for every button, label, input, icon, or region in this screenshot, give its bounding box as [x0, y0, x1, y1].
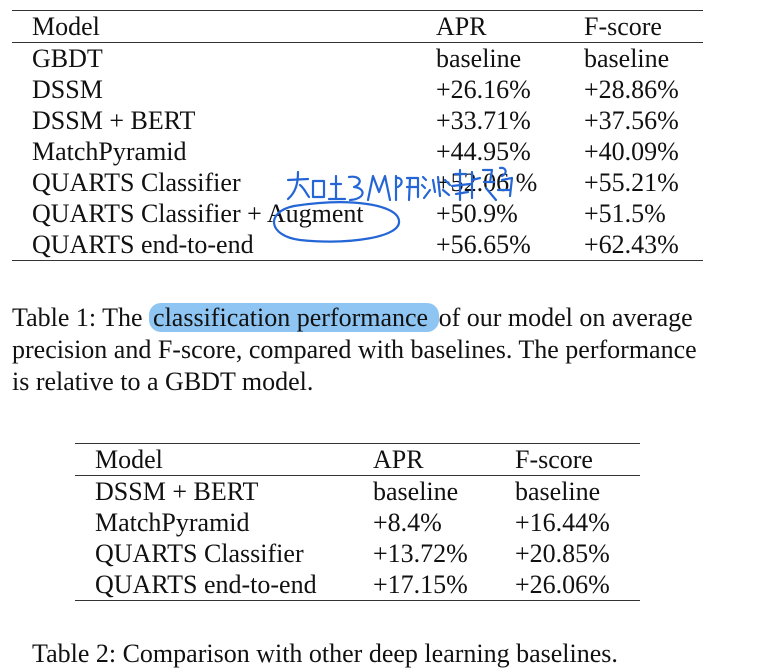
- table-2-header-apr: APR: [373, 444, 515, 476]
- table-cell-fscore: +37.56%: [584, 106, 679, 135]
- table-cell-model: QUARTS end-to-end: [12, 229, 436, 261]
- table-cell-apr: +50.9%: [436, 199, 518, 228]
- table-cell-apr: +56.65%: [436, 229, 584, 261]
- table-row: [75, 538, 640, 569]
- table-cell-apr: baseline: [373, 477, 459, 506]
- table-cell-model: DSSM + BERT: [32, 106, 196, 135]
- table-row: [75, 507, 640, 538]
- table-1-caption: [12, 302, 712, 398]
- table-cell-model: QUARTS Classifier: [95, 539, 304, 568]
- table-2-caption: Table 2: Comparison with other deep learning baselines.: [32, 639, 618, 668]
- table-2-header-model: Model: [75, 444, 373, 476]
- table-2: [75, 443, 640, 601]
- table-cell-fscore: +20.85%: [515, 539, 610, 568]
- table-cell-fscore: +62.43%: [584, 229, 703, 261]
- table-cell-model: GBDT: [32, 44, 103, 73]
- table-2-header-fscore: F-score: [515, 444, 640, 476]
- table-1-header-fscore: F-score: [584, 11, 703, 43]
- table-cell-apr: +17.15%: [373, 569, 515, 601]
- table-1: [12, 10, 703, 261]
- table-row: [12, 136, 703, 167]
- table-cell-apr: +33.71%: [436, 106, 531, 135]
- table-cell-model: QUARTS Classifier: [32, 168, 241, 197]
- table-1-header-model: Model: [12, 11, 436, 43]
- table-row: [12, 229, 703, 261]
- caption-1-suffix: of our model on average precision and F-score, compared with baselines. The performance is relative to a GBDT model.: [12, 303, 697, 396]
- table-cell-model: DSSM + BERT: [95, 477, 259, 506]
- table-1-header-apr: APR: [436, 11, 584, 43]
- table-cell-fscore: +28.86%: [584, 75, 679, 104]
- table-row: [12, 74, 703, 105]
- table-row: [12, 198, 703, 229]
- table-cell-apr: +26.16%: [436, 75, 531, 104]
- table-cell-fscore: +26.06%: [515, 569, 640, 601]
- table-row: [12, 43, 703, 75]
- table-cell-fscore: +40.09%: [584, 137, 679, 166]
- table-cell-fscore: baseline: [584, 44, 670, 73]
- table-cell-model: MatchPyramid: [95, 508, 250, 537]
- table-cell-model: QUARTS end-to-end: [75, 569, 373, 601]
- table-cell-fscore: +55.21%: [584, 168, 679, 197]
- table-cell-model: QUARTS Classifier + Augment: [32, 199, 364, 228]
- table-cell-fscore: baseline: [515, 477, 601, 506]
- table-cell-fscore: +51.5%: [584, 199, 666, 228]
- table-cell-fscore: +16.44%: [515, 508, 610, 537]
- table-row: [75, 476, 640, 508]
- caption-1-highlighted-phrase: classification performance: [149, 303, 439, 332]
- table-cell-apr: baseline: [436, 44, 522, 73]
- table-2-header-row: [75, 444, 640, 476]
- table-cell-apr: +44.95%: [436, 137, 531, 166]
- table-cell-apr: +52.06 %: [436, 168, 538, 197]
- table-row: [75, 569, 640, 601]
- table-row: [12, 105, 703, 136]
- table-row: [12, 167, 703, 198]
- table-cell-apr: +13.72%: [373, 539, 468, 568]
- table-cell-apr: +8.4%: [373, 508, 442, 537]
- table-1-header-row: [12, 11, 703, 43]
- caption-1-prefix: Table 1: The: [12, 303, 150, 332]
- table-cell-model: MatchPyramid: [32, 137, 187, 166]
- table-cell-model: DSSM: [32, 75, 103, 104]
